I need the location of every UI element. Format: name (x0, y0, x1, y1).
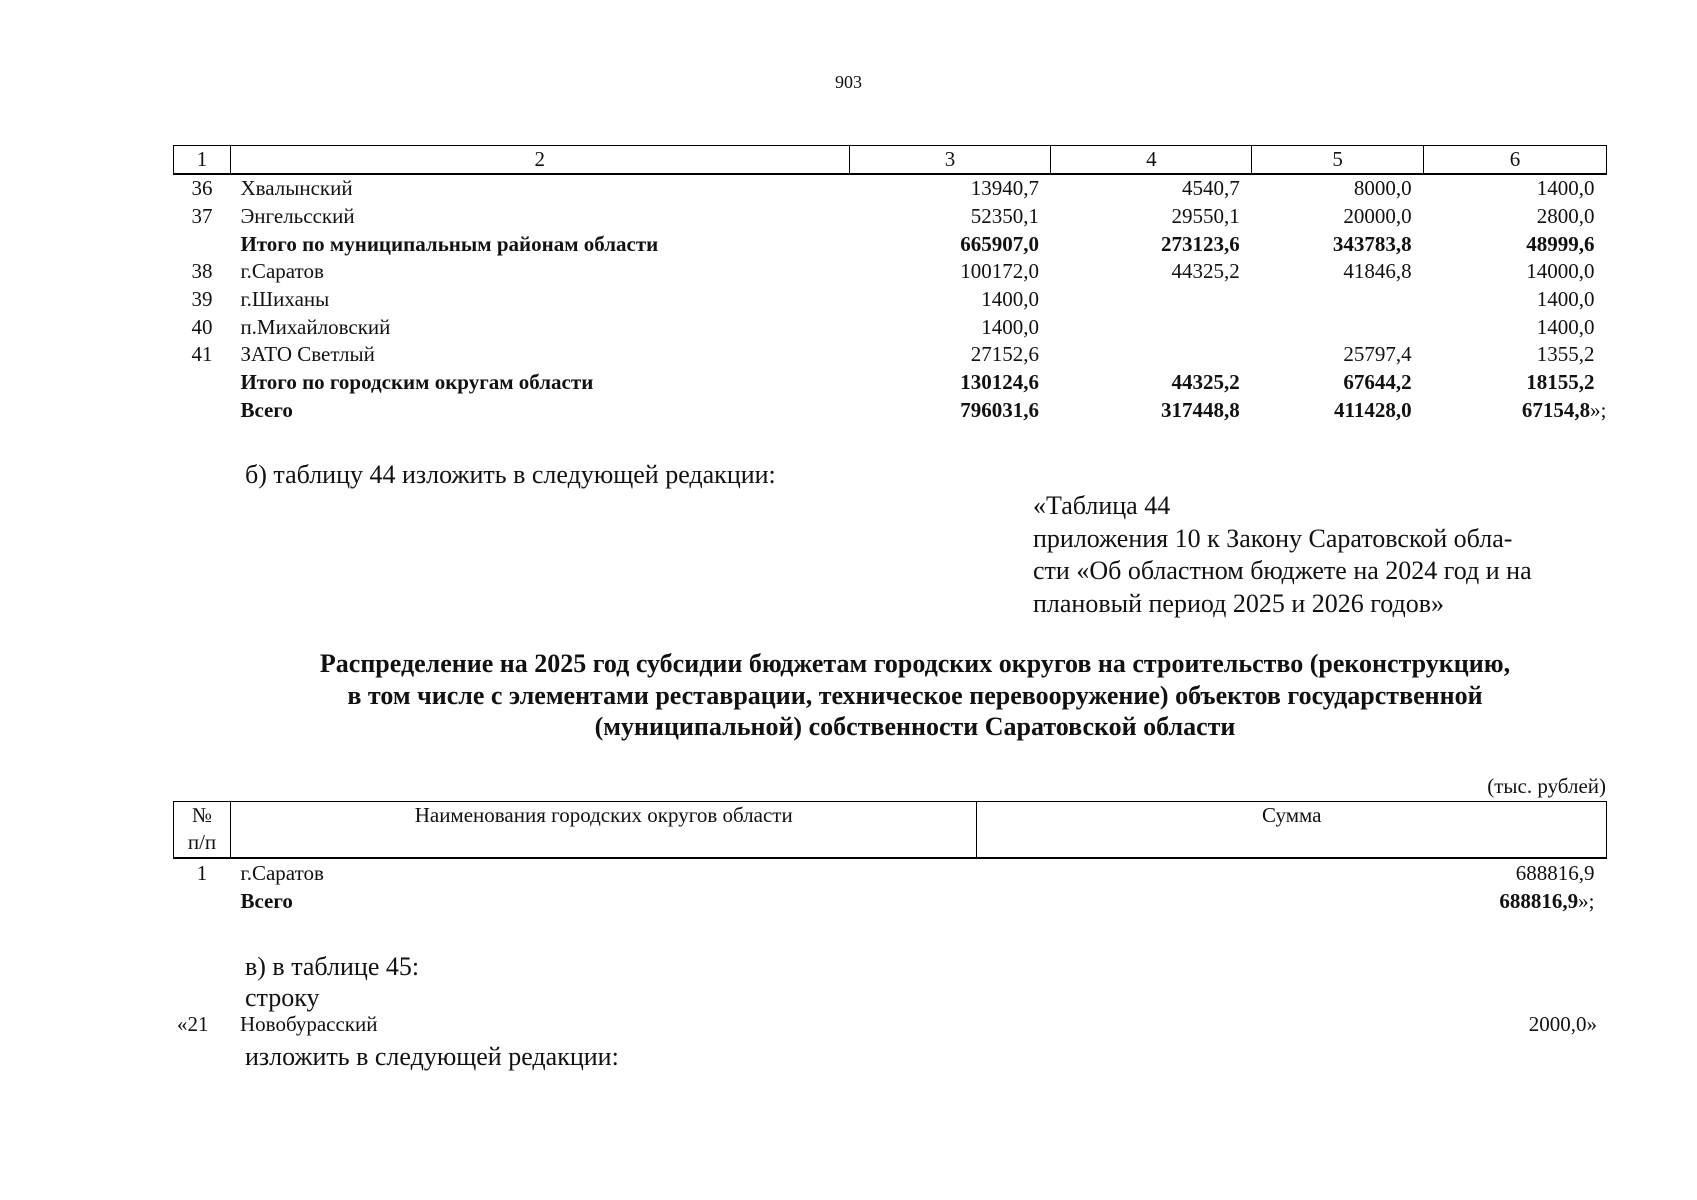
total-sum (977, 887, 1607, 915)
table-row (174, 858, 1607, 887)
column-header: 5 (1252, 146, 1424, 175)
table-heading (250, 648, 1580, 743)
sum-value: 2000,0» (1528, 1012, 1597, 1036)
table-reference-block (1033, 490, 1593, 620)
row-number (174, 230, 231, 258)
col3-value: 100172,0 (960, 259, 1039, 284)
quoted-row (173, 1010, 1607, 1038)
col4-value: 4540,7 (1182, 176, 1240, 201)
district-name: Новобурасский (240, 1012, 378, 1036)
row-number: 1 (196, 861, 208, 885)
instruction-c-end: изложить в следующей редакции: (245, 1042, 619, 1071)
row-number (174, 397, 231, 425)
table-header-row (174, 146, 1607, 175)
column-header: 3 (849, 146, 1051, 175)
col5-value: 25797,4 (1343, 342, 1412, 367)
row-number: 37 (191, 204, 213, 229)
col3-value: 27152,6 (970, 342, 1039, 367)
row-number: 40 (191, 314, 213, 339)
subsidy-table (173, 145, 1607, 424)
column-header-name: Наименования городских округов области (230, 802, 976, 859)
total-sum-value: 688816,9 (1499, 889, 1579, 913)
header-no-line: п/п (187, 830, 217, 854)
row-number: «21 (177, 1012, 209, 1036)
column-header-number (174, 802, 231, 859)
table-row (174, 313, 1607, 341)
col6-value: 1400,0 (1536, 176, 1595, 201)
total-label: Всего (240, 889, 293, 913)
table-row (174, 286, 1607, 314)
col4-value: 273123,6 (1161, 231, 1240, 256)
row-number: 38 (191, 259, 213, 284)
reference-line: плановый период 2025 и 2026 годов» (1033, 588, 1445, 618)
col3-value: 13940,7 (970, 176, 1039, 201)
col6-value: 2800,0 (1536, 204, 1595, 229)
empty-cell (174, 887, 231, 915)
page-number: 903 (835, 72, 862, 92)
col5-value: 41846,8 (1343, 259, 1412, 284)
header-no-line: № (191, 803, 212, 827)
col6-value (1424, 397, 1607, 425)
total-row (174, 887, 1607, 915)
column-header: 2 (230, 146, 849, 175)
col5-value: 67644,2 (1343, 370, 1412, 395)
column-header: 1 (174, 146, 231, 175)
reference-line: сти «Об областном бюджете на 2024 год и на (1033, 556, 1532, 585)
unit-note: (тыс. рублей) (1487, 774, 1606, 798)
district-name: п.Михайловский (240, 314, 391, 339)
row-number (174, 369, 231, 397)
table-row (174, 203, 1607, 231)
col6-value: 48999,6 (1526, 231, 1595, 256)
col3-value: 130124,6 (960, 370, 1039, 395)
col5-value: 8000,0 (1353, 176, 1412, 201)
instruction-c: в) в таблице 45: (245, 952, 420, 981)
col4-value: 44325,2 (1171, 370, 1240, 395)
col6-value: 18155,2 (1526, 370, 1595, 395)
heading-line: Распределение на 2025 год субсидии бюджетам городских округов на строительство (реконструкцию, (319, 649, 1511, 678)
col6-value: 1400,0 (1536, 314, 1595, 339)
col5-value: 343783,8 (1332, 231, 1412, 256)
row-number: 39 (191, 287, 213, 312)
col5-value: 20000,0 (1343, 204, 1412, 229)
col3-value: 665907,0 (960, 231, 1039, 256)
heading-line: в том числе с элементами реставрации, техническое перевооружение) объектов государственной (347, 680, 1483, 710)
row-number: 36 (191, 176, 213, 201)
col4-value: 29550,1 (1171, 204, 1240, 229)
heading-line: (муниципальной) собственности Саратовской области (594, 712, 1236, 741)
instruction-c-row: строку (245, 983, 320, 1012)
col4-value (1051, 313, 1252, 341)
col3-value: 1400,0 (981, 314, 1039, 339)
closing-quote: »; (1578, 889, 1595, 913)
col5-value (1252, 286, 1424, 314)
district-name: Энгельсский (240, 204, 355, 229)
subtotal-row (174, 369, 1607, 397)
col4-value (1051, 286, 1252, 314)
col6-total: 67154,8 (1521, 397, 1591, 422)
col6-value: 1400,0 (1536, 287, 1595, 312)
subtotal-row (174, 230, 1607, 258)
subtotal-label: Итого по городским округам области (240, 370, 594, 395)
reference-line: «Таблица 44 (1033, 491, 1171, 520)
column-header-sum: Сумма (977, 802, 1607, 859)
subtotal-label: Итого по муниципальным районам области (240, 231, 659, 256)
row-number: 41 (191, 342, 213, 367)
table-header-row (174, 802, 1607, 859)
column-header: 4 (1051, 146, 1252, 175)
col3-value: 796031,6 (960, 397, 1039, 422)
district-name: г.Шиханы (240, 287, 330, 312)
sum-value: 688816,9 (1515, 861, 1595, 885)
table-row (174, 174, 1607, 203)
district-name: г.Саратов (240, 861, 324, 885)
total-row (174, 397, 1607, 425)
col3-value: 52350,1 (970, 204, 1039, 229)
table-row (174, 341, 1607, 369)
col6-value: 14000,0 (1526, 259, 1595, 284)
closing-quote: »; (1590, 397, 1607, 422)
district-name: Хвалынский (240, 176, 353, 201)
column-header: 6 (1424, 146, 1607, 175)
col6-value: 1355,2 (1536, 342, 1595, 367)
instruction-b: б) таблицу 44 изложить в следующей редакции: (245, 460, 776, 489)
col4-value (1051, 341, 1252, 369)
col5-value (1252, 313, 1424, 341)
col5-value: 411428,0 (1334, 397, 1412, 422)
table-row (174, 258, 1607, 286)
district-name: ЗАТО Светлый (240, 342, 375, 367)
total-label: Всего (240, 397, 293, 422)
col3-value: 1400,0 (981, 287, 1039, 312)
reference-line: приложения 10 к Закону Саратовской обла- (1033, 523, 1513, 553)
col4-value: 44325,2 (1171, 259, 1240, 284)
district-name: г.Саратов (240, 259, 324, 284)
distribution-table (173, 801, 1607, 915)
col4-value: 317448,8 (1161, 397, 1240, 422)
